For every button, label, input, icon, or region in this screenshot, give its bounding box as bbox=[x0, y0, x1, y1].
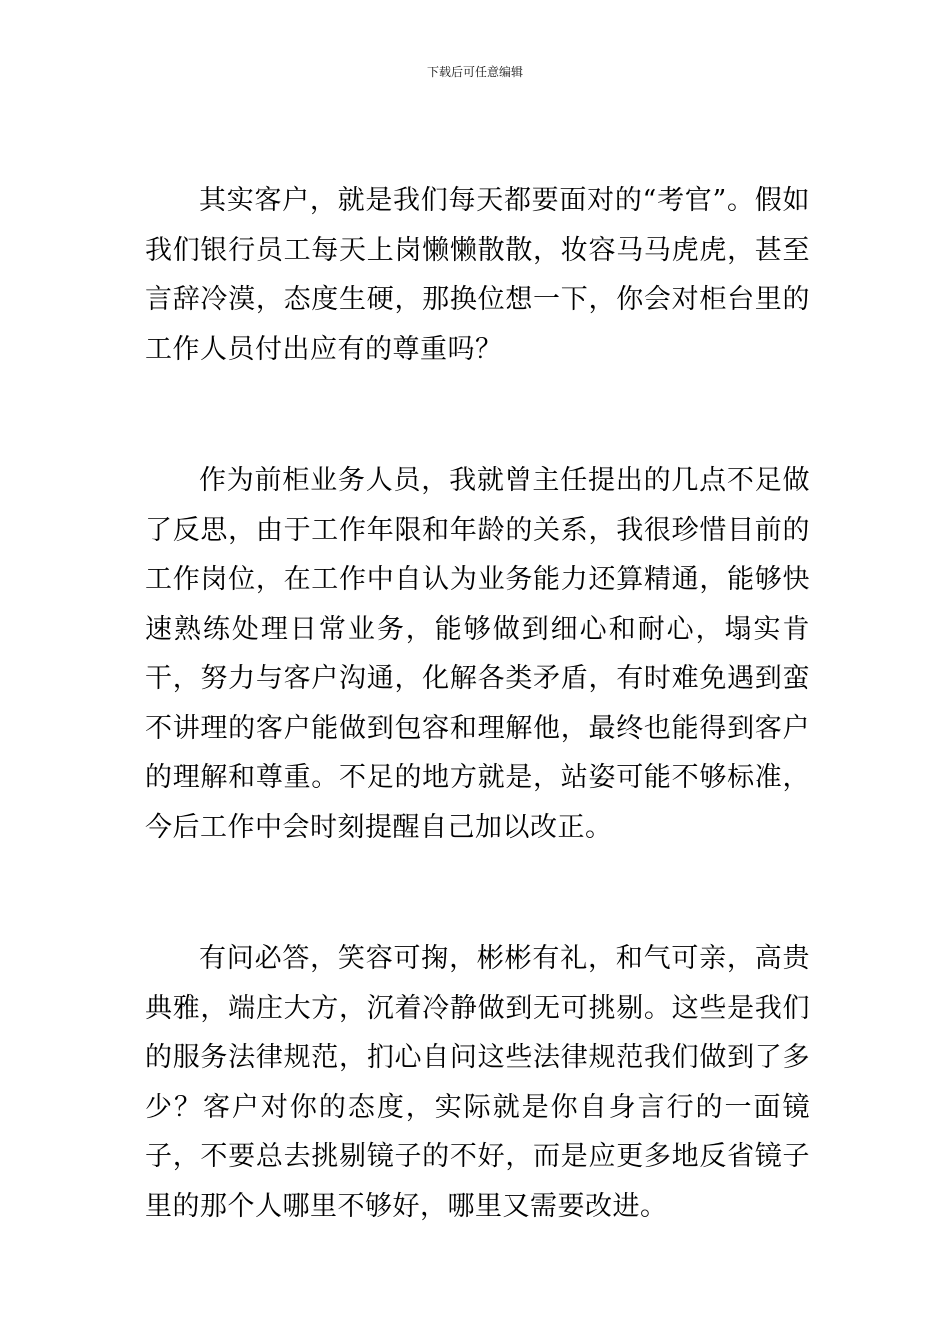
paragraph-1: 其实客户，就是我们每天都要面对的“考官”。假如我们银行员工每天上岗懒懒散散，妆容马马虎虎，甚至言辞冷漠，态度生硬，那换位想一下，你会对柜台里的工作人员付出应有的尊重吗？ bbox=[145, 185, 810, 365]
paragraph-2: 作为前柜业务人员，我就曾主任提出的几点不足做了反思，由于工作年限和年龄的关系，我很珍惜目前的工作岗位，在工作中自认为业务能力还算精通，能够快速熟练处理日常业务，能够做到细心和耐心，塌实肯干，努力与客户沟通，化解各类矛盾，有时难免遇到蛮不讲理的客户能做到包容和理解他，最终也能得到客户的理解和尊重。不足的地方就是，站姿可能不够标准，今后工作中会时刻提醒自己加以改正。 bbox=[145, 465, 810, 843]
page-header: 下载后可任意编辑 bbox=[426, 65, 523, 79]
document-body bbox=[145, 176, 810, 1231]
paragraph-3: 有问必答，笑容可掬，彬彬有礼，和气可亲，高贵典雅，端庄大方，沉着冷静做到无可挑剔。这些是我们的服务法律规范，扪心自问这些法律规范我们做到了多少？客户对你的态度，实际就是你自身言行的一面镜子，不要总去挑剔镜子的不好，而是应更多地反省镜子里的那个人哪里不够好，哪里又需要改进。 bbox=[145, 943, 810, 1222]
